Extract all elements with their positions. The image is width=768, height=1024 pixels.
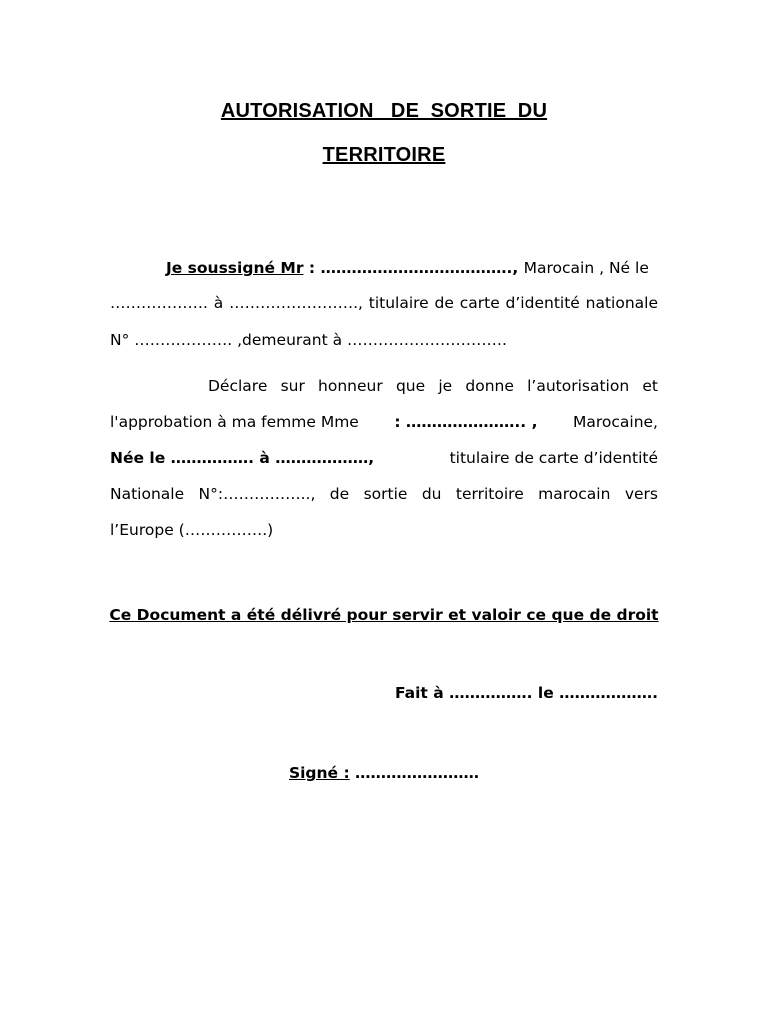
- statement: Ce Document a été délivré pour servir et valoir ce que de droit: [109, 606, 659, 624]
- p2-line-4: Nationale N°:…………….., de sortie du territoire marocain vers: [110, 485, 658, 503]
- signature-line: [0, 764, 768, 782]
- p1-line-3: N° ………………. ,demeurant à ………………………….: [110, 331, 507, 349]
- signe-label: Signé :: [288, 764, 350, 782]
- signe-dots: ……………………: [349, 764, 480, 782]
- p2-line-3: [110, 448, 658, 468]
- p1-line-2: ………………. à ……………………., titulaire de carte d’identité nationale: [110, 294, 658, 312]
- fait-line: Fait à ……………. le ……………….: [394, 684, 658, 702]
- p2-nee-le: Née le ……………. à ………………,: [110, 449, 375, 467]
- p2-line-5: l’Europe (…………….): [110, 521, 274, 539]
- title-line-1: AUTORISATION DE SORTIE DU: [220, 100, 548, 122]
- p2-mme-dots: : ………………….. ,: [394, 413, 538, 431]
- p2-titulaire: titulaire de carte d’identité: [449, 449, 658, 467]
- p1-lead-dots: : ……………………………….,: [303, 259, 524, 277]
- p2-line-1: Déclare sur honneur que je donne l’autorisation et: [208, 377, 658, 395]
- p1-after-lead: Marocain , Né le: [523, 259, 649, 277]
- p2-marocaine: Marocaine,: [572, 413, 658, 431]
- p2-line-2: [110, 412, 658, 432]
- title-line-2: TERRITOIRE: [322, 144, 446, 166]
- p2-approbation: l'approbation à ma femme Mme: [110, 413, 359, 431]
- p1-lead: Je soussigné Mr: [166, 259, 304, 277]
- p1-line-1: [166, 258, 658, 278]
